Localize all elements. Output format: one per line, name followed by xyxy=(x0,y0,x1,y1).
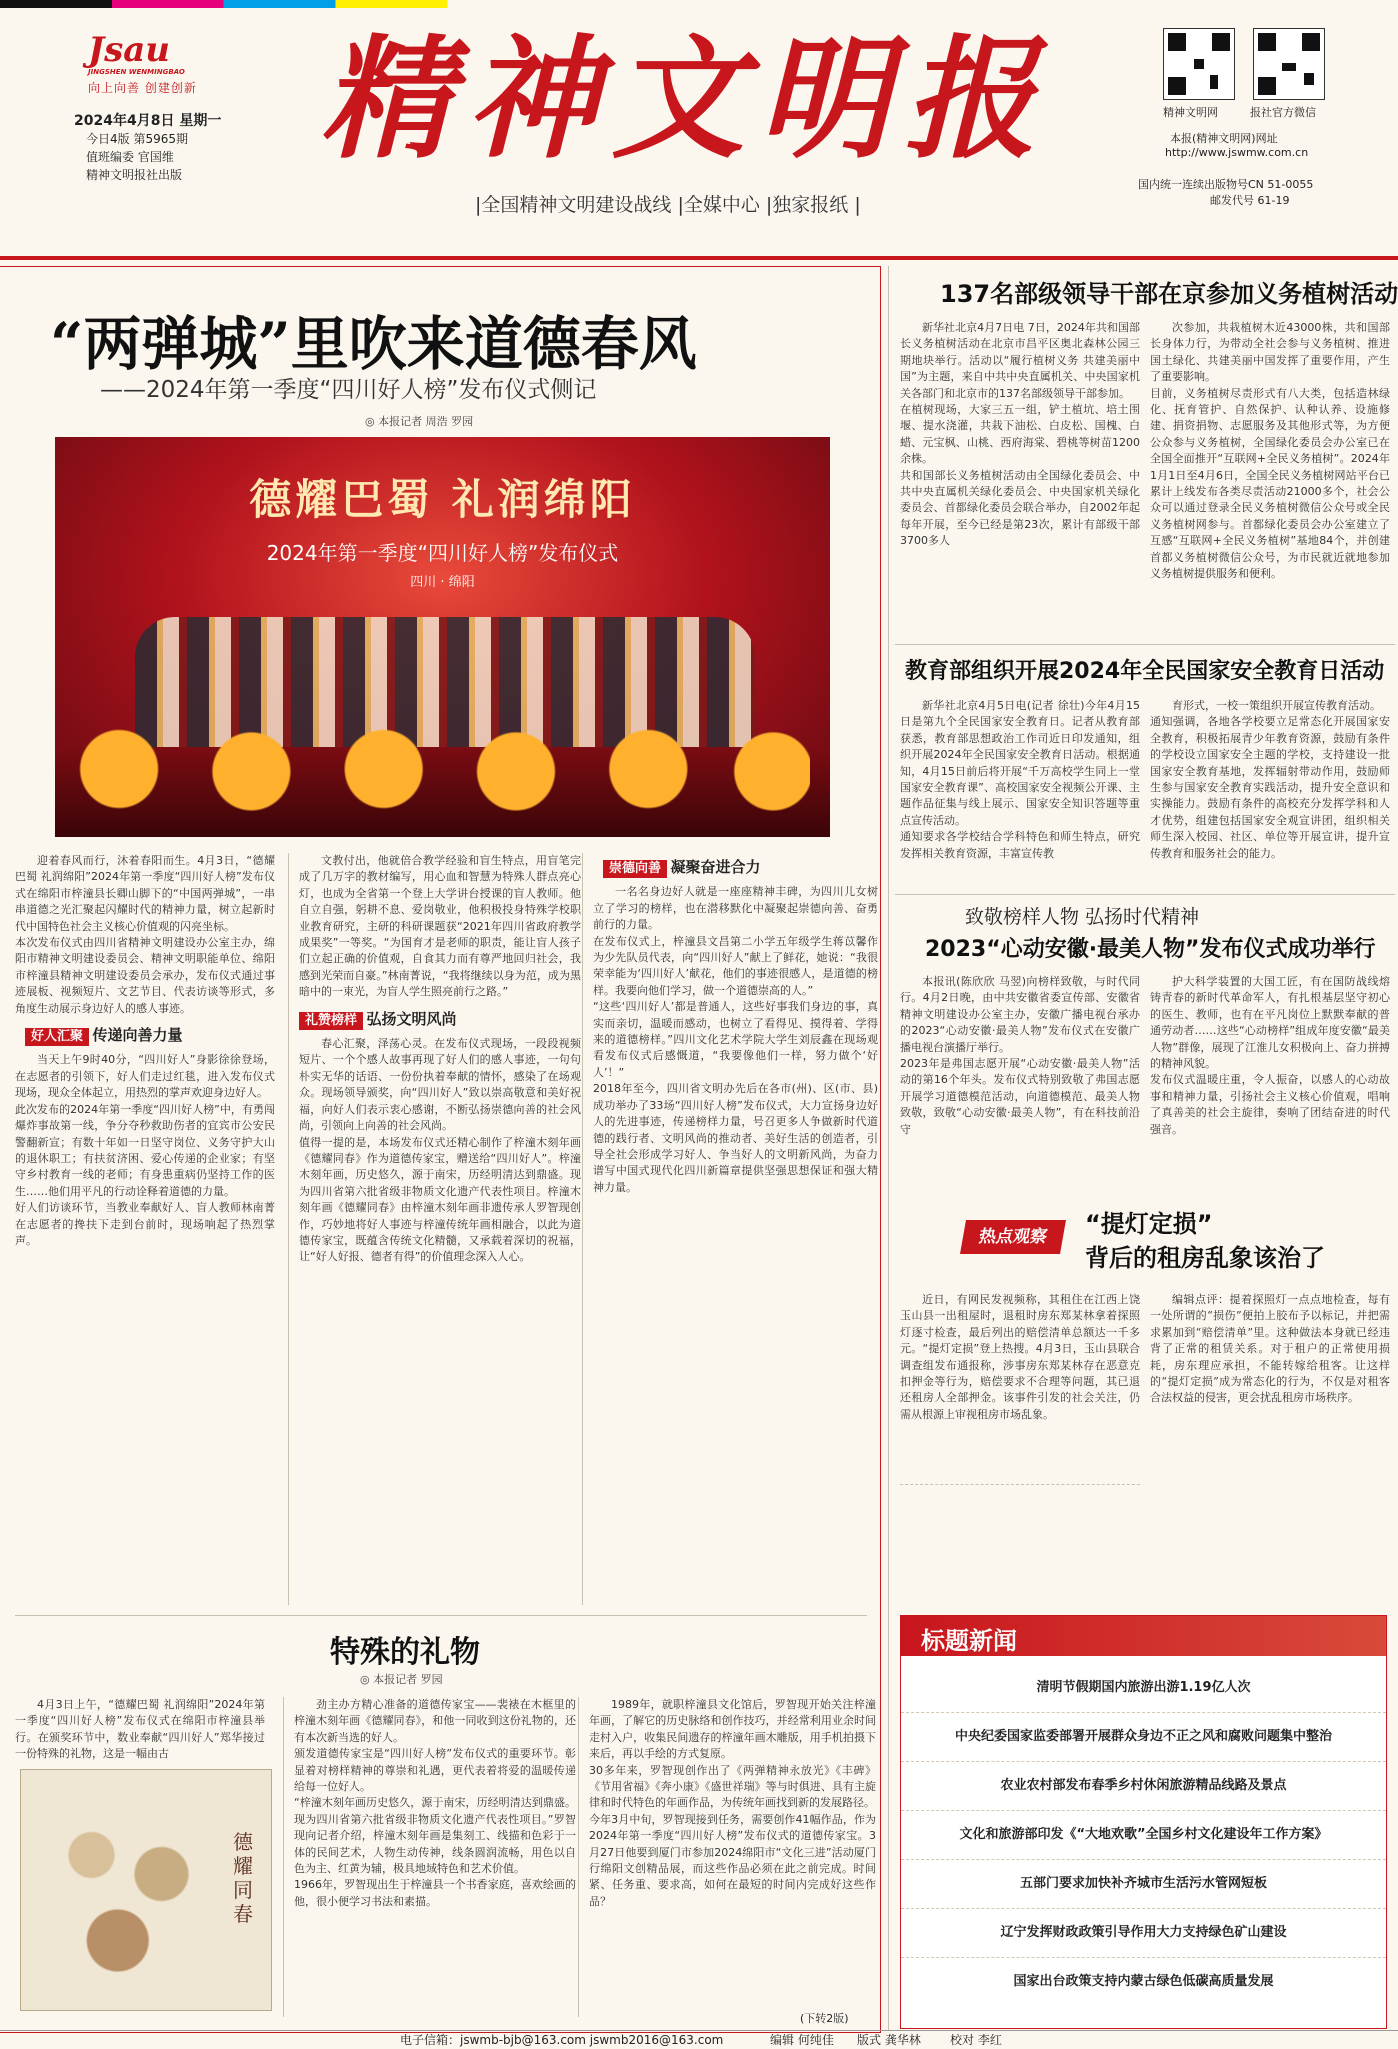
anhui-col2-text: 护大科学装置的大国工匠，有在国防战线熔铸青春的新时代革命军人，有扎根基层坚守初心的医生、教师，也有在平凡岗位上默默奉献的普通劳动者……这些“心动榜样”组成年度安徽“最美人物”群像，展现了江淮儿女积极向上、奋力拼搏的精神风貌。 发布仪式温暖庄重，令人振奋，以感人的心动故事和精神力量，引扬社会主义核心价值观，唱响了真善美的社会主旋律，奏响了团结奋进的时代强音。 xyxy=(1150,975,1390,1136)
lead-col2-text: 文教付出，他就倍合教学经验和盲生特点，用盲笔完成了几万字的教材编写，用心血和智慧为特殊人群点亮心灯，也成为全省第一个登上大学讲台授课的盲人教师。他自立自强，躬耕不息、爱岗敬业，他积极投身特殊学校职业教育研究，主研的科研课题获“2021年四川省政府教学成果奖”一等奖。“为国育才是老师的职责，能让盲人孩子们立起正确的价值观，自食其力而有尊严地回归社会，我感到光荣而自豪。”林南菁说，“我将继续以身为范，成为黑暗中的一束光，为盲人学生照亮前行之路。” xyxy=(299,854,581,999)
photo-place: 四川 · 绵阳 xyxy=(410,575,475,590)
anhui-divider xyxy=(895,894,1395,895)
tree-col1-text: 新华社北京4月7日电 7日，2024年共和国部长义务植树活动在北京市昌平区奥北森林公园三期地块举行。活动以“履行植树义务 共建美丽中国”为主题，来自中共中央直属机关、中央国家机关各部门和北京市的137名部级领导干部参加。 在植树现场，大家三五一组，铲土植坑、培土围堰、提水浇灌，共栽下油松、白皮松、国槐、白蜡、元宝枫、山桃、西府海棠、碧桃等树苗1200余株。 共和国部长义务植树活动由全国绿化委员会、中共中央直属机关绿化委员会、中央国家机关绿化委员会、首都绿化委员会联合举办，自2002年起每年开展，至今已经是第23次，累计有部级干部3700多人 xyxy=(900,321,1140,548)
brief-item-text: 国家出台政策支持内蒙古绿色低碳高质量发展 xyxy=(1013,1974,1274,1989)
gift-col1-text: 4月3日上午，“德耀巴蜀 礼润绵阳”2024年第一季度“四川好人榜”发布仪式在绵阳市梓潼县举行。在颁奖环节中，数业奉献“四川好人”郑华接过一份特殊的礼物，这是一幅由古 xyxy=(15,1698,265,1761)
hot-title2: 背后的租房乱象该治了 xyxy=(1085,1244,1325,1272)
security-title: 教育部组织开展2024年全民国家安全教育日活动 xyxy=(905,659,1385,684)
security-col1-text: 新华社北京4月5日电(记者 徐壮)今年4月15日是第九个全民国家安全教育日。记者从教育部获悉，教育部思想政治工作司近日印发通知，组织开展2024年全民国家安全教育日活动。根据通知，4月15日前后将开展“千万高校学生同上一堂国家安全教育课”、高校国家安全视频公开课、主题作品征集与线上展示、国家安全知识答题等重点宣传活动。 通知要求各学校结合学科特色和师生特点，研究发挥相关教育资源，丰富宣传教 xyxy=(900,699,1140,860)
brief-box xyxy=(900,1615,1387,2029)
brief-title: 标题新闻 xyxy=(921,1626,1017,1655)
brief-item[interactable] xyxy=(901,1762,1386,1811)
slogan: 向上向善 创建创新 xyxy=(88,81,197,95)
issue-date: 2024年4月8日 星期一 xyxy=(74,113,222,129)
gift-col3-text: 1989年，就职梓潼县文化馆后，罗智现开始关注梓潼年画，了解它的历史脉络和创作技巧，并经常利用业余时间走村入户，收集民间遗存的梓潼年画木雕版，用手机拍摄下来后，再以手绘的方式复原。 30多年来，罗智现创作出了《两弹精神永放光》《丰碑》《节用省福》《奔小康》《盛世祥瑞》等与时俱进、具有主旋律和时代特色的年画作品，为传统年画找到新的发展路径。 今年3月中旬，罗智现接到任务，需要创作41幅作品，作为2024年第一季度“四川好人榜”发布仪式的道德传家宝。3月27日他要到厦门市参加2024绵阳市“文化三进”活动厦门行绵阳文创精品展，而这些作品必须在此之前完成。时间紧、任务重、要求高，如何在最短的时间内完成好这些作品？ xyxy=(589,1698,876,1908)
logo-mark: Jsau xyxy=(88,30,170,70)
gift-col2-text: 劲主办方精心准备的道德传家宝——裴裱在木框里的梓潼木刻年画《德耀同春》，和他一同收到这份礼物的，还有本次新当选的好人。 颁发道德传家宝是“四川好人榜”发布仪式的重要环节。彰显着对榜样精神的尊崇和礼遇，更代表着将爱的温暖传递给每一位好人。 “梓潼木刻年画历史悠久，源于南宋，历经明清达到鼎盛。现为四川省第六批省级非物质文化遗产代表性项目。”罗智现向记者介绍，梓潼木刻年画是集刻工、线描和色彩于一体的民间艺术，人物生动传神，线条圆润流畅，用色以自色为主、红黄为辅，极具地域特色和艺术价值。 1966年，罗智现出生于梓潼县一个书香家庭，喜欢绘画的他，很小便学习书法和素描。 xyxy=(294,1698,576,1908)
brief-item-text: 中央纪委国家监委部署开展群众身边不正之风和腐败问题集中整治 xyxy=(954,1729,1332,1744)
security-divider xyxy=(895,644,1395,645)
tag-lizan: 礼赞榜样 xyxy=(299,1012,363,1030)
brief-item[interactable] xyxy=(901,1664,1386,1713)
lead-photo xyxy=(55,437,830,837)
lead-col2 xyxy=(288,853,581,1605)
lead-col3 xyxy=(582,853,878,1605)
footer xyxy=(0,2030,1398,2049)
brief-item-text: 文化和旅游部印发《“大地欢歌”全国乡村文化建设年工作方案》 xyxy=(959,1827,1328,1842)
lead-title: “两弹城”里吹来道德春风 xyxy=(50,310,697,378)
lead-col3-text: 一名名身边好人就是一座座精神丰碑，为四川儿女树立了学习的榜样，也在潜移默化中凝聚起崇德向善、奋勇前行的力量。 在发布仪式上，梓潼县文昌第二小学五年级学生蒋苡馨作为少先队员代表，向“四川好人”献上了鲜花，她说：“我很荣幸能为‘四川好人’献花，他们的事迹很感人，是道德的榜样。我要向他们学习，做一个道德崇高的人。” “这些‘四川好人’都是普通人，这些好事我们身边的事，真实而亲切，温暖而感动，也树立了看得见、摸得着、学得来的道德榜样。”四川文化艺术学院大学生刘辰鑫在现场观看发布仪式后感慨道，“我要像他们一样，努力做个‘好人’！” 2018年至今，四川省文明办先后在各市(州)、区(市、县)成功举办了33场“四川好人榜”发布仪式，大力宣扬身边好人的先进事迹，传递榜样力量，号召更多人争做新时代道德的践行者、文明风尚的推动者、美好生活的创造者，引导全社会形成学习好人、争当好人的文明新风尚，为奋力谱写中国式现代化四川新篇章提供坚强思想保证和强大精神力量。 xyxy=(593,885,878,1194)
hot-comment xyxy=(900,1484,1140,1579)
gift-col1 xyxy=(15,1697,265,1767)
qr1-label: 精神文明网 xyxy=(1163,106,1218,119)
subhead-lizan: 弘扬文明风尚 xyxy=(366,1009,457,1028)
gift-continue: (下转2版) xyxy=(800,2012,849,2025)
subhead-haoren: 传递向善力量 xyxy=(92,1026,183,1045)
footer-layout: 版式 龚华林 xyxy=(857,2033,921,2047)
anhui-col1-text: 本报讯(陈欣欣 马翌)向榜样致敬，与时代同行。4月2日晚，由中共安徽省委宣传部、安徽省精神文明建设办公室主办，安徽广播电视台承办的2023“心动安徽·最美人物”发布仪式在安徽广播电视台演播厅举行。 2023年是弗国志愿开展“心动安徽·最美人物”活动的第16个年头。发布仪式特别致敬了弗国志愿开展学习道德模范活动，向道德模范、最美人物致敬，致敬“心动安徽·最美人物”，有在科技前沿守 xyxy=(900,975,1140,1136)
logo-english: JINGSHEN WENMINGBAO xyxy=(88,68,185,76)
security-col2-text: 育形式，一校一策组织开展宣传教育活动。 通知强调，各地各学校要立足常态化开展国家安全教育，积极拓展青少年教育资源，鼓励有条件的学校设立国家安全主题的学校，支持建设一批国家安全教育基地，发挥辐射带动作用，鼓励师生参与国家安全教育实践活动，提升安全意识和实操能力。鼓励有条件的高校充分发挥学科和人才优势，组建包括国家安全观宣讲团，组织相关师生深入校园、社区、单位等开展宣讲，提升宣传教育和服务社会的能力。 xyxy=(1150,699,1390,860)
gift-col3 xyxy=(578,1697,876,2017)
lead-article xyxy=(0,266,881,2033)
brief-item[interactable] xyxy=(901,1713,1386,1762)
gift-divider xyxy=(15,1615,867,1616)
photo-banner: 德耀巴蜀 礼润绵阳 xyxy=(249,475,636,524)
security-col1 xyxy=(900,698,1140,888)
lead-col1-subhead xyxy=(25,1027,275,1046)
masthead xyxy=(0,10,1398,216)
brief-item-text: 五部门要求加快补齐城市生活污水管网短板 xyxy=(1019,1876,1267,1891)
edition-line: 今日4版 第5965期 xyxy=(86,132,188,146)
hot-col2-text: 编辑点评：提着探照灯一点点地检查，每有一处所谓的“损伤”便拍上胶布予以标记，并把需求累加到“赔偿清单”里。这种做法本身就已经违背了正常的租赁关系。对于租户的正常使用损耗，房东理应承担，不能转嫁给租客。让这样的“提灯定损”成为常态化的行为，不仅是对租客合法权益的侵害，更会扰乱租房市场秩序。 xyxy=(1150,1293,1390,1405)
brief-item[interactable] xyxy=(901,1860,1386,1909)
anhui-col1 xyxy=(900,974,1140,1188)
brief-item[interactable] xyxy=(901,1909,1386,1958)
tree-col2 xyxy=(1150,320,1390,640)
gift-painting xyxy=(20,1769,272,2011)
site-url[interactable]: http://www.jswmw.com.cn xyxy=(1165,146,1309,159)
gift-col2 xyxy=(283,1697,576,2017)
hot-col1 xyxy=(900,1292,1140,1477)
brief-item-text: 农业农村部发布春季乡村休闲旅游精品线路及景点 xyxy=(1000,1778,1287,1793)
lead-col2-subhead xyxy=(299,1011,581,1030)
footer-email: 电子信箱：jswmb-bjb@163.com jswmb2016@163.com xyxy=(400,2033,724,2047)
issue-info xyxy=(74,112,274,184)
anhui-kicker: 致敬榜样人物 弘扬时代精神 xyxy=(965,906,1200,928)
tree-col1 xyxy=(900,320,1140,640)
anhui-col2 xyxy=(1150,974,1390,1188)
lead-col3-subhead xyxy=(603,859,878,878)
lead-col2b-text: 春心汇聚，泽荡心灵。在发布仪式现场，一段段视频短片、一个个感人故事再现了好人们的感人事迹，一句句朴实无华的话语、一份份执着奉献的情怀，感染了在场观众。现场领导颁奖，向“四川好人”致以崇高敬意和美好祝福，向好人们表示衷心感谢，不断弘扬崇德向善的社会风尚，引领向上向善的社会风尚。 值得一提的是，本场发布仪式还精心制作了梓潼木刻年画《德耀同春》作为道德传家宝，赠送给“四川好人”。梓潼木刻年画，历史悠久，源于南宋，历经明清达到鼎盛。现为四川省第六批省级非物质文化遗产代表性项目。梓潼木刻年画《德耀同春》由梓潼木刻年画非遗传承人罗智现创作，巧妙地将好人事迹与梓潼传统年画相融合，以此为道德传家宝，既蕴含传统文化精髓，又承载着深切的祝福，让“好人好报、德者有得”的价值理念深入人心。 xyxy=(299,1037,581,1264)
brief-item[interactable] xyxy=(901,1811,1386,1860)
masthead-divider xyxy=(0,256,1398,260)
tree-title: 137名部级领导干部在京参加义务植树活动 xyxy=(940,280,1398,308)
duty-editor: 值班编委 官国维 xyxy=(86,150,174,164)
anhui-title: 2023“心动安徽·最美人物”发布仪式成功举行 xyxy=(925,937,1376,962)
site-note: 本报(精神文明网)网址 xyxy=(1170,132,1278,145)
security-col2 xyxy=(1150,698,1390,888)
gift-byline: ◎ 本报记者 罗园 xyxy=(360,1673,443,1686)
tag-haoren: 好人汇聚 xyxy=(25,1028,89,1046)
qr-code-wechat xyxy=(1253,28,1325,100)
brief-item[interactable] xyxy=(901,1958,1386,2006)
gift-title: 特殊的礼物 xyxy=(330,1635,480,1670)
hot-title1: “提灯定损” xyxy=(1085,1210,1213,1238)
painting-figures xyxy=(39,1798,214,1988)
logo xyxy=(88,32,208,96)
postal-code: 邮发代号 61-19 xyxy=(1210,194,1290,207)
lead-col1 xyxy=(15,853,275,1605)
lead-subtitle: ——2024年第一季度“四川好人榜”发布仪式侧记 xyxy=(100,377,597,403)
hot-badge: 热点观察 xyxy=(960,1220,1066,1254)
cn-number: 国内统一连续出版物号CN 51-0055 xyxy=(1138,178,1314,191)
top-registration-bar xyxy=(0,0,1398,8)
lead-col1b-text: 当天上午9时40分，“四川好人”身影徐徐登场，在志愿者的引领下，好人们走过红毯，进入发布仪式现场，现众全体起立，用热烈的掌声欢迎身边好人。 此次发布的2024年第一季度“四川好人榜”中，有勇闯爆炸事故第一线，争分夺秒救助伤者的宜宾市公安民警翻新宣；有数十年如一日坚守岗位、义务守护大山的退休职工；有扶贫济困、爱心传递的企业家；有坚守乡村教育一线的老师；有身患重病仍坚持工作的医生……他们用平凡的行动诠释着道德的力量。 好人们访谈环节，当教业奉献好人、盲人教师林南菁在志愿者的搀扶下走到台前时，现场响起了热烈掌声。 xyxy=(15,1053,275,1247)
qr-code-website xyxy=(1163,28,1235,100)
masthead-tagline: |全国精神文明建设战线 |全媒中心 |独家报纸 | xyxy=(475,194,861,216)
brief-item-text: 辽宁发挥财政政策引导作用大力支持绿色矿山建设 xyxy=(1000,1925,1287,1940)
lead-byline: ◎ 本报记者 周浩 罗园 xyxy=(365,415,474,428)
subhead-chongde: 凝聚奋进合力 xyxy=(670,858,761,876)
tag-chongde: 崇德向善 xyxy=(603,860,667,878)
tree-col2-text: 次参加，共栽植树木近43000株，共和国部长身体力行，为带动全社会参与义务植树、推进国土绿化、共建美丽中国发挥了重要作用，产生了重要影响。 目前，义务植树尽责形式有八大类，包括造林绿化、抚育管护、自然保护、认种认养、设施修建、捐资捐物、志愿服务及其他形式等，为方便公众参与义务植树，全国绿化委员会办公室已在全国全面推开“互联网+全民义务植树”。2024年1月1日至4月6日，全国全民义务植树网站平台已累计上线发布各类尽责活动21000多个，社会公众可以通过登录全民义务植树微信公众号或全民义务植树网参与。首都绿化委员会办公室建立了互感“互联网+全民义务植树”基地84个，并创建首都义务植树微信公众号，为市民就近就地参加义务植树提供服务和便利。 xyxy=(1150,321,1390,581)
footer-proof: 校对 李红 xyxy=(950,2033,1002,2047)
lead-col1-text: 迎着春风而行，沐着春阳而生。4月3日，“德耀巴蜀 礼润绵阳”2024年第一季度“四川好人榜”发布仪式在绵阳市梓潼县长卿山脚下的“中国两弹城”，一串串道德之光汇聚起闪耀时代的精神力量，树立起新时代中国特色社会主义核心价值观的闪亮坐标。 本次发布仪式由四川省精神文明建设办公室主办，绵阳市精神文明建设委员会、精神文明职能单位、绵阳市梓潼县精神文明建设委员会承办，发布仪式通过事迹展板、视频短片、文艺节目、代表访谈等形式，多角度生动展示身边好人的感人事迹。 xyxy=(15,854,275,1015)
photo-subtitle: 2024年第一季度“四川好人榜”发布仪式 xyxy=(266,541,619,565)
newspaper-title: 精神文明报 xyxy=(320,22,1050,177)
qr2-label: 报社官方微信 xyxy=(1250,106,1316,119)
hot-col1-text: 近日，有网民发视频称，其租住在江西上饶玉山县一出租屋时，退租时房东郑某林拿着探照灯逐寸检查，最后列出的赔偿清单总额达一千多元。“提灯定损”登上热搜。4月3日，玉山县联合调查组发布通报称，涉事房东郑某林存在恶意克扣押金等行为，赔偿要求不合理等问题，其已退还租房人全部押金。该事件引发的社会关注，仍需从根源上审视租房市场乱象。 xyxy=(900,1293,1140,1421)
footer-editor: 编辑 何纯佳 xyxy=(770,2033,834,2047)
dancers xyxy=(75,697,810,817)
publisher: 精神文明报社出版 xyxy=(86,168,183,182)
painting-caption: 德耀同春 xyxy=(233,1830,253,1926)
brief-list xyxy=(901,1664,1386,2006)
brief-item-text: 清明节假期国内旅游出游1.19亿人次 xyxy=(1036,1680,1251,1695)
